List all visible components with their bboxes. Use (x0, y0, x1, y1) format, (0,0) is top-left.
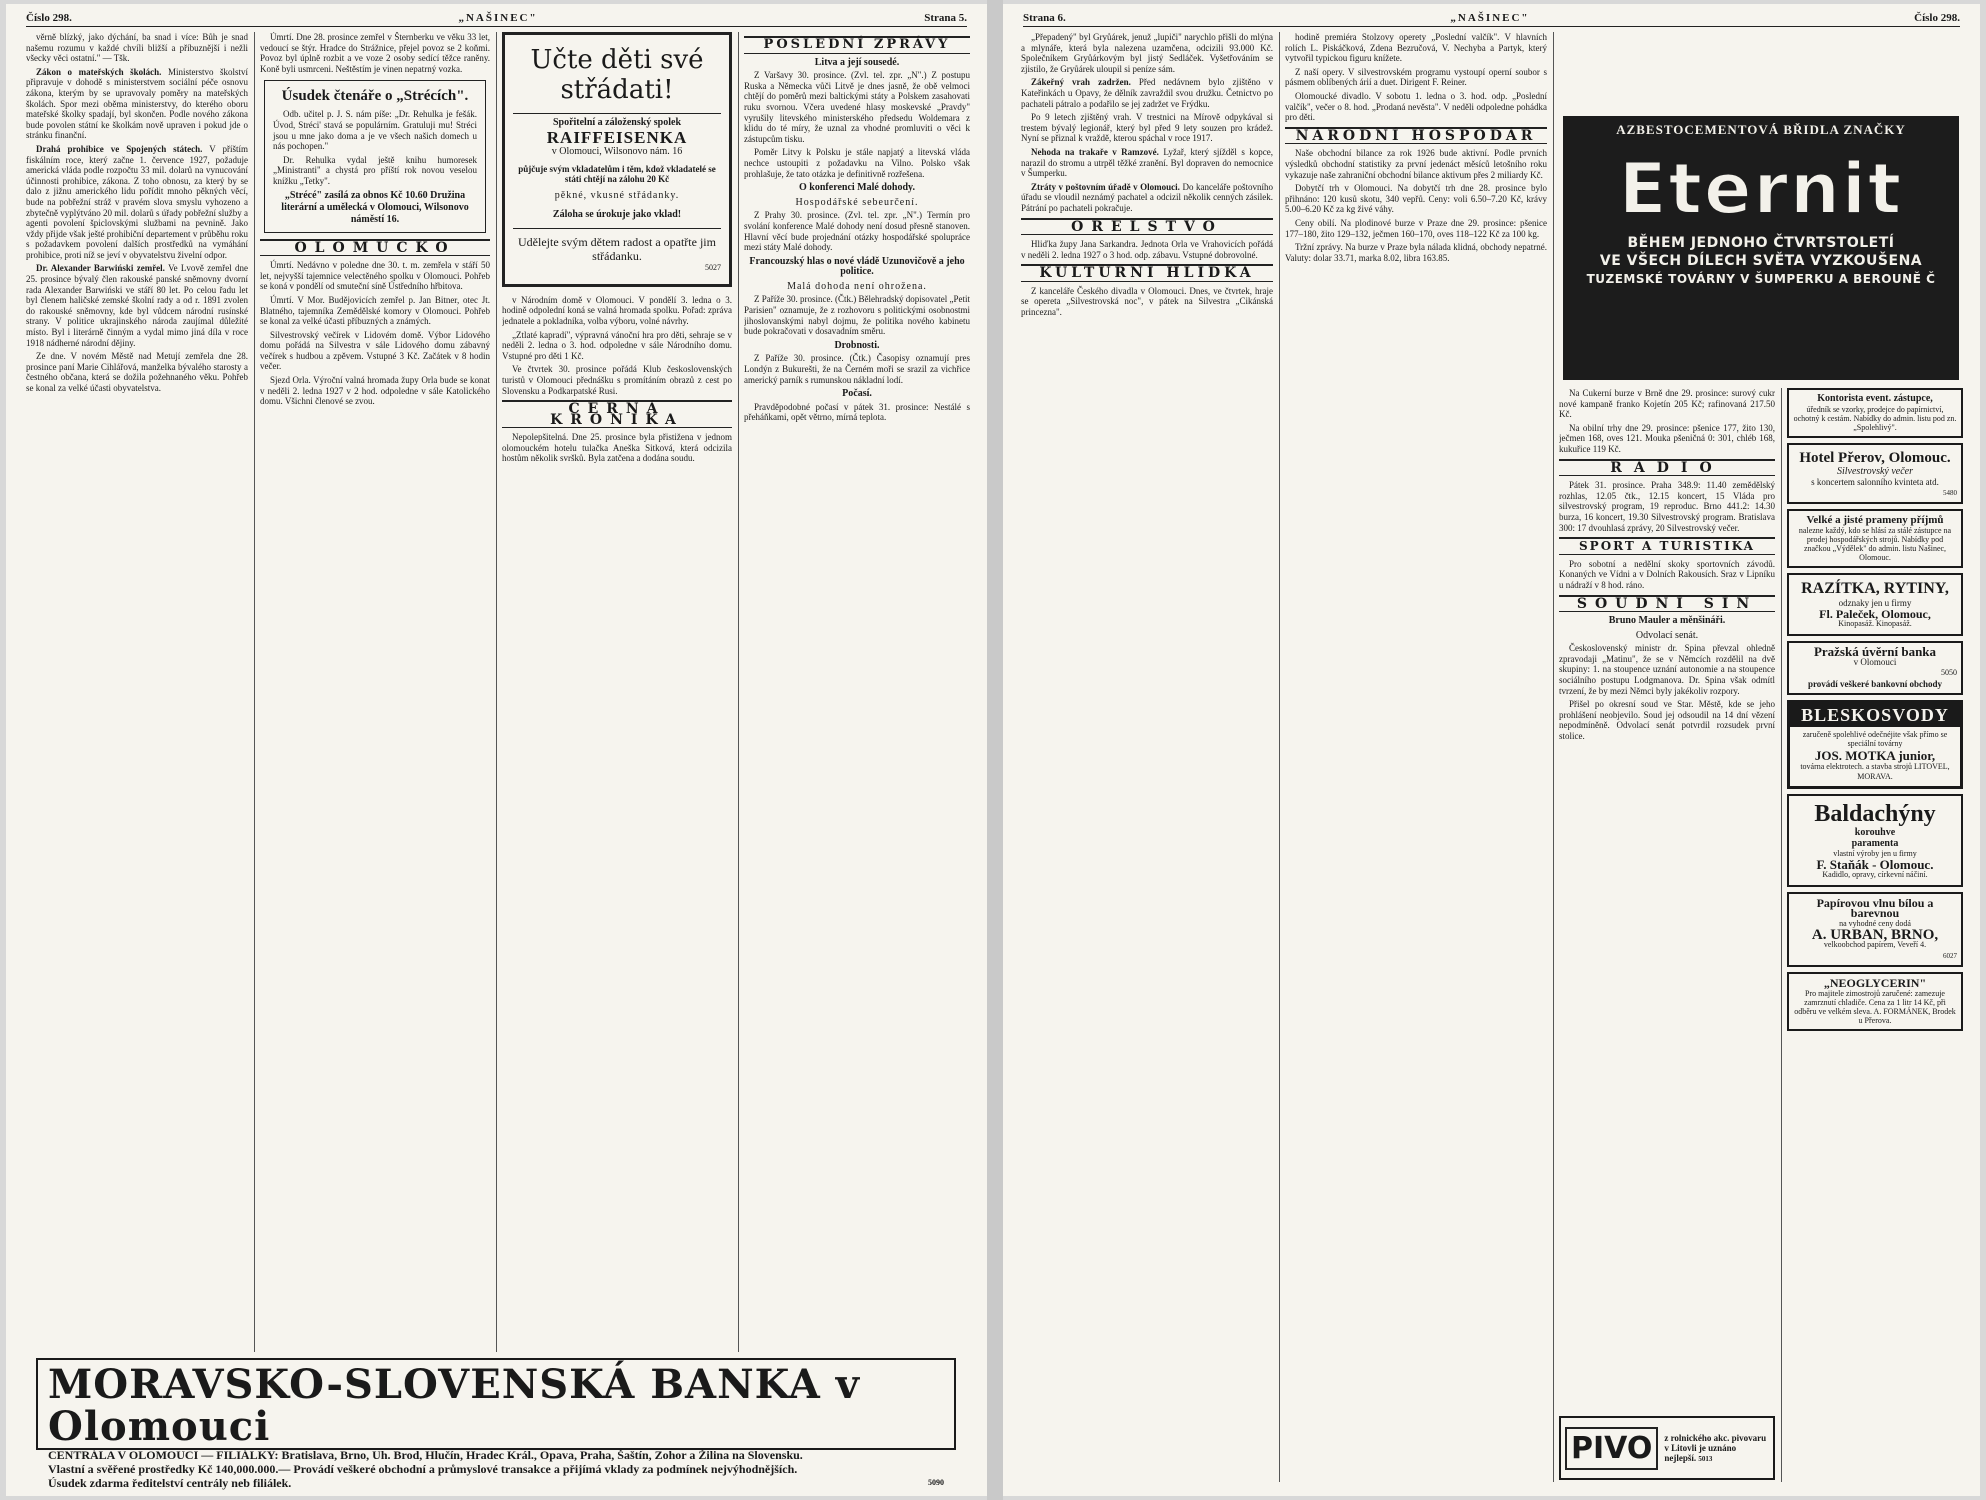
ad-bank-name: RAIFFEISENKA (546, 127, 688, 147)
right-page-label: Strana 6. (1023, 12, 1066, 24)
article-text: „Ztlaté kapradí", výpravná vánoční hra pro děti, sehraje se v neděli 2. ledna o 3. hod. odpoledne v sále Národního domu. Vstupné pro děti 1 Kč. (502, 329, 732, 361)
section-head-soudni-sin: SOUDNÍ SÍŇ (1559, 595, 1775, 613)
box-footer: „Strécé" zasílá za obnos Kč 10.60 Družina literární a umělecká v Olomouci, Wilsonovo náměstí 16. (281, 189, 469, 225)
right-running-head (1023, 10, 1960, 27)
eternit-line: TUZEMSKÉ TOVÁRNY V ŠUMPERKU A BEROUNĚ Č (1586, 272, 1936, 286)
article-text: Tržní zprávy. Na burze v Praze byla nálada klidná, obchody nepatrné. Valuty: dolar 33.71, marka 8.02, libra 163.85. (1285, 242, 1547, 263)
section-head-cerna-kronika: ČERNÁ KRONIKA (502, 400, 732, 428)
article-text: Po 9 letech zjištěný vrah. V trestnici na Mírově odpykával si trestem bývalý legionář, který byl před 9 lety souzen pro krádež. Nyní se přiznal k vraždě, kterou spáchal v roce 1917. (1021, 112, 1273, 144)
left-page-number: Číslo 298. (26, 12, 72, 24)
left-column-4 (744, 32, 970, 1352)
article-subhead: Malá dohoda není ohrožena. (787, 280, 927, 292)
article-text: Ze dne. V novém Městě nad Metují zemřela dne 28. prosince paní Marie Cihlářová, manželka bývalého starosty a čestného občana, která se dožila požehnaného věku. Pohřeb se konal za velké účasti obyvatelstva. (26, 351, 248, 393)
article-text: Z Varšavy 30. prosince. (Zvl. tel. zpr. „N".) Z postupu Ruska a Německa vůči Litvě je dnes jasně, že obě velmoci chtějí do poměrů mezi baltickými státy a Polskem zasahovati ruku svornou. Včera uvedené hlasy moskevské „Pravdy" vyrušily litevského ministerského předsedu Woldemara z klidu do té míry, že uznal za vhodné promluviti o věci k zástupcům tisku. (744, 70, 970, 144)
eternit-line: BĚHEM JEDNOHO ČTVRTSTOLETÍ (1627, 235, 1895, 251)
article-text: věrně blízký, jako dýchání, ba snad i více: Bůh je snad našemu rozumu v každé chvíli bližší a příbuznější i nežli všecky věci ostatní." — Tšk. (26, 32, 248, 64)
left-column-1 (26, 32, 248, 1352)
section-head-narodni-hospodar: NÁRODNÍ HOSPODÁŘ (1285, 127, 1547, 145)
column-divider (496, 32, 497, 1352)
eternit-line: VE VŠECH DÍLECH SVĚTA VYZKOUŠENA (1599, 253, 1923, 269)
column-divider (1553, 32, 1554, 1482)
right-newspaper-title: „NAŠINEC" (1450, 12, 1530, 24)
article-text: Z Paříže 30. prosince. (Čtk.) Časopisy oznamují pres Londýn z Bukurešti, že na Černém moři se srazil za vichřice americký parník s rumunskou nákladní lodí. (744, 353, 970, 385)
section-head-sport: SPORT A TURISTIKA (1559, 537, 1775, 555)
article-text: Pro sobotní a nedělní skoky sportovních závodů. Konaných ve Vídni a v Dolních Rakousích. Sraz v Lipníku u nádraží v 8 hod. ráno. (1559, 558, 1775, 590)
ad-text: půjčuje svým vkladatelům i těm, kdož vkladatelé se státi chtějí na zálohu 20 Kč (518, 163, 716, 185)
eternit-logo: Eternit (1618, 148, 1904, 230)
article-text: Pátek 31. prosince. Praha 348.9: 11.40 zemědělský rozhlas, 12.05 čtk., 12.15 koncert, 15 Vláda pro silvestrovský program, 19 reproduc. Brno 441.2: 14.30 burza, 16 koncert, 19.30 Silvestrovský program. Bratislava 300: 17 dvouhlasá zprávy, 20 Silvestrovský večer. (1559, 480, 1775, 533)
bank-name: MORAVSKO-SLOVENSKÁ BANKA v Olomouci (48, 1361, 860, 1450)
urban-brno-ad: Papírovou vlnu bílou a barevnou na vyhodné ceny dodá A. URBAN, BRNO, velkoobchod papírem, Veveří 4. 6027 (1787, 892, 1963, 968)
article-text: „Přepadený" byl Gryůárek, jenuž „lupiči" narychlo přišli do mlýna a mlynáře, která byla nalezena uzamčena, odcizili 93.000 Kč. Společníkem Gryůárkovým byl jistý Sedláček. Vyšetřováním se zjistilo, že Gryůárek uloupil si peníze sám. (1021, 32, 1273, 74)
article-text: Z Prahy 30. prosince. (Zvl. tel. zpr. „N".) Termín pro svolání konference Malé dohody není dosud přesně stanoven. Hlavní věcí bude projednání otázky hospodářské spolupráce mezi státy Malé dohody. (744, 210, 970, 253)
bleskosvody-ad: BLESKOSVODY zaručeně spolehlivé odečnéjite však přímo se speciální továrny JOS. MOTKA junior, továrna elektrotech. a stavba strojů LITOVEL, MORAVA. (1787, 700, 1963, 789)
article-text: Olomoucké divadlo. V sobotu 1. ledna o 3. hod. odp. „Poslední valčík", večer o 8. hod. „Prodaná nevěsta". V neděli odpoledne pohádka pro děti. (1285, 90, 1547, 123)
article-text: Z kanceláře Českého divadla v Olomouci. Dnes, ve čtvrtek, hraje se opereta „Silvestrovská noc", v pátek na Silvestra „Cikánská princezna". (1021, 285, 1273, 318)
section-head-kulturni-hlidka: KULTURNÍ HLÍDKA (1021, 264, 1273, 282)
section-head-olomoucko: OLOMUCKO (260, 239, 490, 257)
column-divider (1279, 32, 1280, 1482)
article-text: Poměr Litvy k Polsku je stále napjatý a litevská vláda nechce ustoupiti z požadavku na Vilno. Polsko však prohlašuje, že tato otázka je definitivně rozřešena. (744, 147, 970, 179)
article-text: Dr. Alexander Barwiński zemřel. Ve Lvově zemřel dne 25. prosince bývalý člen rakouské panské sněmovny dvorní rada Alexander Barwiński ve stáří 80 let. Po celou řadu let byl členem haličské zemské školní rady a od r. 1891 zvolen do rakouské sněmovny, kde byl vůdcem národní rusínské strany. V politice ukrajinského národa zaujímal důležité místo. Byl i literárně činným a vydal mimo jiná díla v roce 1918 nádherné národní dějiny. (26, 263, 248, 348)
left-page (6, 4, 987, 1496)
right-column-3 (1559, 388, 1775, 1482)
article-text: Drahá prohibice ve Spojených státech. V příštím fiskálním roce, který začne 1. července 1927, požaduje americká vláda podle rozpočtu 33 mil. dolarů na vynucování účinnosti prohibice, zákona. Z toho obnosu, za který by se dalo z jižnu amerického lidu pořídit mnoho pěkných věcí, bude na pobřežní stráž v pravém slova smyslu vyhozeno a zbytečně vyplýtváno 20 mil. dolarů s úřady pobřežní služby a agenti povolení špiclovskými službami na pevnině. Jako vždy přijde však ješté prohibiční departement v průběhu roku s požadavkem povolení dalších prostředků na vymáhání prohibice, proti níž se jeví v obyvatelstvu živelní odpor. (26, 143, 248, 260)
article-text: Dobytčí trh v Olomouci. Na dobytčí trh dne 28. prosince bylo přihnáno: 120 kusů skotu, 340 vepřů. Ceny: voli 6.50–7.20 Kč, krávy 5.00–6.20 Kč za kg živé váhy. (1285, 183, 1547, 215)
right-column-2 (1285, 32, 1547, 1482)
article-text: Československý ministr dr. Spina převzal ohledně zpravodaji „Matinu", že se v Němcích rozdělil na dvě skupiny: 1. na stoupence uznání autonomie a na stoupence sociálního postupu Lodgmanova. Dr. Spina však odmítl tvrzení, že by mezi Němci byly jakékoliv rozpory. (1559, 643, 1775, 696)
moravsko-slovenska-banka-ad (36, 1358, 956, 1490)
box-title: Úsudek čtenáře o „Strécích". (281, 88, 469, 105)
prazska-uverni-banka-ad: Pražská úvěrní banka v Olomouci 5050 provádí veškeré bankovní obchody (1787, 641, 1963, 695)
ad-headline: Učte děti své střádati! (530, 45, 704, 105)
article-text: Zákeřný vrah zadržen. Před nedávnem bylo zjištěno v Kateřinkách u Opavy, že dělník zavraždil svou družku. Četnictvo po pachateli pátralo a podařilo se jej zadržet ve Frýdku. (1021, 77, 1273, 109)
razitka-ad: RAZÍTKA, RYTINY, odznaky jen u firmy Fl. Paleček, Olomouc, Kinopasáž. Kinopasáž. (1787, 573, 1963, 636)
article-subhead: Litva a její sousedé. (814, 56, 900, 68)
ad-footer: Udělejte svým dětem radost a opatřte jim střádanku. (518, 235, 716, 264)
raiffeisenka-ad (502, 32, 732, 287)
article-subhead: Francouzský hlas o nové vládě Uzunovičově a jeho politice. (749, 255, 965, 278)
bank-branches: CENTRÁLA V OLOMOUCI — FILIÁLKY: Bratislava, Brno, Uh. Brod, Hlučín, Hradec Král., Opava, Praha, Šaštín, Zohor a Žilina na Slovensku. (48, 1448, 803, 1462)
right-column-1 (1021, 32, 1273, 1482)
ad-gift: pěkné, vkusné střádanky. (554, 189, 680, 201)
section-head-radio: RADIO (1559, 459, 1775, 477)
article-text: Zákon o mateřských školách. Ministerstvo školství připravuje v dohodě s ministerstvem sociální péče osnovu zákona, kterým by se upravovaly poměry na mateřských školách. Spor mezi oběma ministerstvy, do kterého oboru mateřské školky spadají, byl skončen. Podle nového zákona bude povolen státní ke školkám nově upraven i pokud jde o stránku finanční. (26, 66, 248, 141)
hotel-prerov-ad: Hotel Přerov, Olomouc. Silvestrovský večer s koncertem salonního kvinteta atd. 5480 (1787, 443, 1963, 505)
box-text: Odb. učitel p. J. S. nám píše: „Dr. Rehulka je fešák. Úvod, Stréci' stavá se populárním. Gratuluji mu! Stréci jsou u mne jako doma a je ve všech našich domech u nás pochopen." (273, 109, 477, 152)
column-divider (738, 32, 739, 1352)
article-text: Naše obchodní bilance za rok 1926 bude aktivní. Podle prvních výsledků obchodní statistiky za první jedenáct měsíců letošního roku vykazuje naše zahraniční obchodní bilance aktivum přes 2 miliardy Kč. (1285, 148, 1547, 180)
section-head-orelstvo: ORELSTVO (1021, 218, 1273, 236)
article-text: Úmrtí. V Mor. Budějovicích zemřel p. Jan Bitner, otec Jt. Blatného, tajemníka Zemědělské komory v Olomouci. Pohřeb se konal za velké účasti příbuzných a známých. (260, 294, 490, 327)
article-subhead: Počasí. (842, 388, 872, 400)
article-text: Z naší opery. V silvestrovském programu vystoupí operní soubor s pásmem oblíbených árií a duet. Dirigent F. Reiner. (1285, 66, 1547, 88)
article-text: Hliďka župy Jana Sarkandra. Jednota Orla ve Vrahovicích pořádá v neděli 2. ledna 1927 o 3 hod. odp. zábavu. Vstupné dobrovolné. (1021, 239, 1273, 260)
column-divider (254, 32, 255, 1352)
left-running-head (26, 10, 967, 27)
right-page-number: Číslo 298. (1914, 12, 1960, 24)
ad-note: Záloha se úrokuje jako vklad! (552, 208, 682, 220)
ad-code: 5027 (705, 263, 721, 273)
left-column-3 (502, 32, 732, 1352)
article-text: Z Paříže 30. prosince. (Čtk.) Bělehradský dopisovatel „Petit Parisien" oznamuje, že z rozhovoru s politickými osobnostmi jihoslovanskými nabyl dojmu, že politika nového kabinetu bude pokračovati v dosavadním směru. (744, 294, 970, 337)
article-text: Nehoda na trakaře v Ramzové. Lyžař, který sjížděl s kopce, narazil do stromu a utrpěl těžké zranění. Byl dopraven do nemocnice v Šumperku. (1021, 146, 1273, 179)
article-text: Ztráty v poštovním úřadě v Olomouci. Do kanceláře poštovního úřadu se vloudil neznámý pachatel a odcizil několik cenných zásilek. Pátrání po pachateli pokračuje. (1021, 181, 1273, 213)
ad-bank: Spořitelní a záloženský spolek (552, 117, 682, 128)
left-newspaper-title: „NAŠINEC" (458, 12, 538, 24)
article-text: Přišel po okresní soud ve Star. Městě, kde se jeho prohlášení neobjevilo. Soud jej odsoudil na 14 dní vězení nepodmíněně. Odvolací senát potvrdil rozsudek první stolice. (1559, 699, 1775, 742)
right-column-ads (1787, 388, 1963, 1482)
reader-opinion-box (264, 80, 486, 232)
income-ad: Velké a jisté prameny příjmů nalezne každý, kdo se hlásí za stálé zástupce na prodej hospodářských strojů. Nabídky pod značkou „Výdělek" do admin. listu Našinec, Olomouc. (1787, 509, 1963, 568)
article-text: Na obilní trhy dne 29. prosince: pšenice 177, žito 130, ječmen 168, oves 121. Mouka pšeničná 0: 301, chléb 168, kukuřice 119 Kč. (1559, 422, 1775, 454)
article-text: hodině premiéra Stolzovy operety „Poslední valčík". V hlavních rolích L. Piskáčková, Zdena Bezručová, V. Nechyba a Partyk, který vytvořil typickou figuru knížete. (1285, 32, 1547, 64)
article-text: Silvestrovský večírek v Lidovém domě. Výbor Lidového domu pořádá na Silvestra v sále Lidového domu zábavný večírek s hudbou a zpěvem. Vstupné 3 Kč. Začátek v 8 hodin večer. (260, 329, 490, 372)
article-subhead: O konferenci Malé dohody. (799, 182, 915, 194)
box-text: Dr. Rehulka vydal ještě knihu humoresek „Ministranti" a chystá pro příští rok novou veselou knížku „Tetky". (273, 154, 477, 186)
article-text: Ceny obilí. Na plodinové burze v Praze dne 29. prosince: pšenice 177–180, žito 129–132, ječmen 160–170, oves 118–122 Kč za 100 kg. (1285, 217, 1547, 239)
article-text: Úmrtí. Dne 28. prosince zemřel v Šternberku ve věku 33 let, vedoucí se štýr. Hradce do Strážnice, přejel povoz se 2 koňmi. Povoz byl úplně rozbit a ve voze 2 osoby sedící těžce raněny. Koně byli usmrceni. Neštěstím je vinen nepatrný vozka. (260, 32, 490, 74)
page-gutter (987, 0, 1003, 1500)
neoglycerin-ad: „NEOGLYCERIN" Pro majitele zimostrojů zaručené: zamezuje zamrznutí chladiče. Cena za 1 litr 14 Kč, při odběru ve velkém sleva. A. FORMÁNEK, Brodek u Přerova. (1787, 972, 1963, 1031)
column-divider (1781, 388, 1782, 1482)
baldachyny-ad: Baldachýny korouhve paramenta vlastní výroby jen u firmy F. Staňák - Olomouc. Kadidlo, opravy, církevní náčiní. (1787, 794, 1963, 887)
article-subhead: Bruno Mauler a měnšináři. (1608, 615, 1726, 627)
article-text: Úmrtí. Nedávno v poledne dne 30. t. m. zemřela v stáří 50 let, nejvyšší tajemnice velectěného spolku v Olomouci. Pohřeb se koná v pondělí od smuteční síně Ústředního hřbitova. (260, 260, 490, 292)
article-text: v Národním domě v Olomouci. V pondělí 3. ledna o 3. hodině odpolední koná se valná hromada spolku. Pořad: zpráva jednatele a pokladníka, volba výboru, volné návrhy. (502, 294, 732, 326)
left-column-2 (260, 32, 490, 1352)
article-text: Ve čtvrtek 30. prosince pořádá Klub československých turistů v Olomouci přednášku s promítáním obrazů z cest po Slovensku a Podkarpatské Rusi. (502, 364, 732, 396)
article-text: Nepolepšitelná. Dne 25. prosince byla přistižena v jednom olomouckém hotelu tulačka Aneška Sitková, která odcizila hostům několik svršků. Byla zatčena a dodána soudu. (502, 432, 732, 464)
article-subhead: Drobnosti. (834, 339, 880, 351)
article-subhead: Hospodářské sebeurčení. (795, 196, 919, 208)
eternit-ad (1563, 116, 1959, 380)
eternit-top-line: AZBESTOCEMENTOVÁ BŘIDLA ZNAČKY (1616, 122, 1906, 137)
article-subhead: Odvolací senát. (1635, 629, 1699, 641)
classified-ad-kontorista: Kontorista event. zástupce, úředník se vzorky, prodejce do papírnictví, ochotný k cestám. Nabídky do admin. listu pod zn. „Spolehlivý". (1787, 388, 1963, 438)
bank-footer: Úsudek zdarma ředitelství centrály neb filiálek. 5090 (48, 1476, 944, 1490)
bank-capital: Vlastní a svěřené prostředky Kč 140,000.000.— Provádí veškeré obchodní a průmyslové transakce a přijímá vklady za podmínek nejvýhodnějších. (48, 1462, 798, 1476)
pivo-ad: PIVO z rolnického akc. pivovaru v Litovli je uznáno nejlepší. 5013 (1559, 1416, 1775, 1480)
article-text: Sjezd Orla. Výroční valná hromada župy Orla bude se konat v neděli 2. ledna 1927 v 2 hod. odpoledne v sále Katolického domu. Všichni členové se zvou. (260, 375, 490, 407)
left-page-label: Strana 5. (924, 12, 967, 24)
article-text: Na Cukerní burze v Brně dne 29. prosince: surový cukr nové kampaně franko Kojetín 205 Kč; rafinovaná 217.50 Kč. (1559, 388, 1775, 420)
ad-address: v Olomouci, Wilsonovo nám. 16 (551, 146, 683, 158)
section-head-posledni-zpravy: POSLEDNÍ ZPRÁVY (744, 36, 970, 54)
article-text: Pravděpodobné počasí v pátek 31. prosince: Nestálé s přeháňkami, opět větrno, mírná teplota. (744, 401, 970, 423)
right-page (1003, 4, 1980, 1496)
